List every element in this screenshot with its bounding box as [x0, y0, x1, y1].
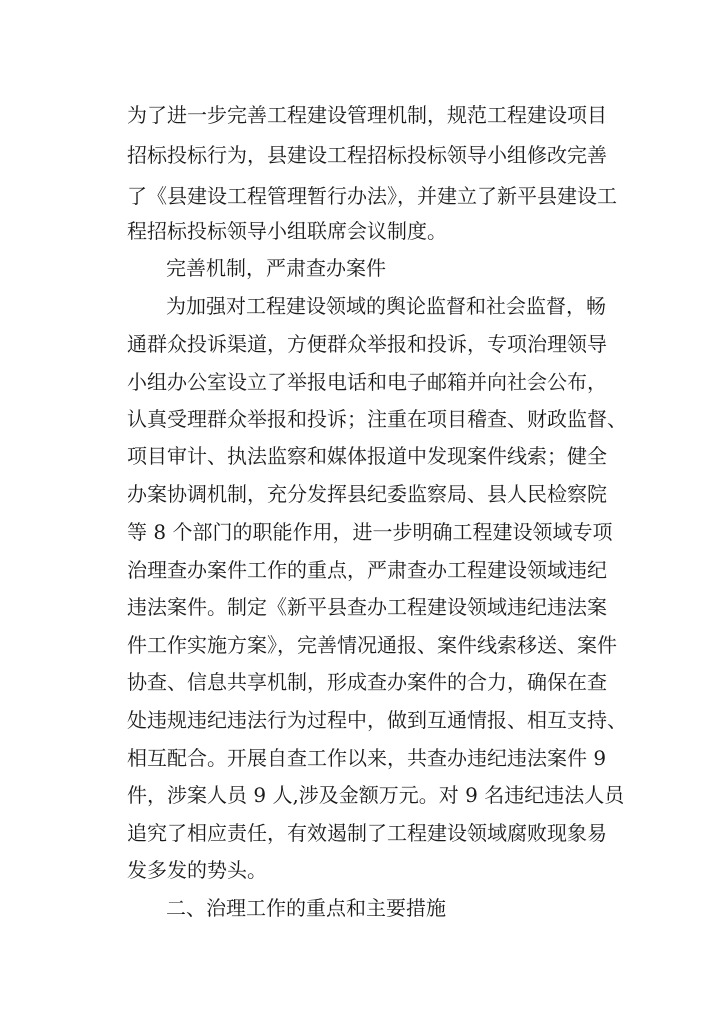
paragraph-line: 违法案件。制定《新平县查办工程建设领域违纪违法案 — [127, 595, 607, 619]
paragraph-line: 处违规违纪违法行为过程中，做到互通情报、相互支持、 — [127, 708, 627, 732]
paragraph-line: 认真受理群众举报和投诉；注重在项目稽查、财政监督、 — [127, 407, 627, 431]
paragraph-line: 通群众投诉渠道，方便群众举报和投诉，专项治理领导 — [127, 332, 607, 356]
section-heading: 完善机制，严肃查办案件 — [166, 256, 386, 280]
paragraph-line: 等 8 个部门的职能作用，进一步明确工程建设领域专项 — [127, 520, 613, 544]
paragraph-line: 小组办公室设立了举报电话和电子邮箱并向社会公布， — [127, 370, 607, 394]
paragraph-line: 程招标投标领导小组联席会议制度。 — [127, 219, 447, 243]
paragraph-line: 件工作实施方案》，完善情况通报、案件线索移送、案件 — [127, 633, 617, 657]
paragraph-line: 治理查办案件工作的重点，严肃查办工程建设领域违纪 — [127, 558, 607, 582]
paragraph-line: 件，涉案人员 9 人,涉及金额万元。对 9 名违纪违法人员 — [127, 783, 625, 807]
paragraph-line: 追究了相应责任，有效遏制了工程建设领域腐败现象易 — [127, 821, 607, 845]
paragraph-line: 了《县建设工程管理暂行办法》，并建立了新平县建设工 — [127, 184, 617, 208]
paragraph-line: 相互配合。开展自查工作以来，共查办违纪违法案件 9 — [127, 746, 607, 770]
paragraph-line: 招标投标行为，县建设工程招标投标领导小组修改完善 — [127, 143, 607, 167]
paragraph-line: 为了进一步完善工程建设管理机制，规范工程建设项目 — [127, 103, 607, 127]
section-heading: 二、治理工作的重点和主要措施 — [166, 896, 446, 920]
paragraph-line: 发多发的势头。 — [127, 858, 267, 882]
paragraph-line: 为加强对工程建设领域的舆论监督和社会监督，畅 — [166, 294, 606, 318]
paragraph-line: 项目审计、执法监察和媒体报道中发现案件线索；健全 — [127, 444, 607, 468]
paragraph-line: 协查、信息共享机制，形成查办案件的合力，确保在查 — [127, 670, 607, 694]
paragraph-line: 办案协调机制，充分发挥县纪委监察局、县人民检察院 — [127, 482, 607, 506]
